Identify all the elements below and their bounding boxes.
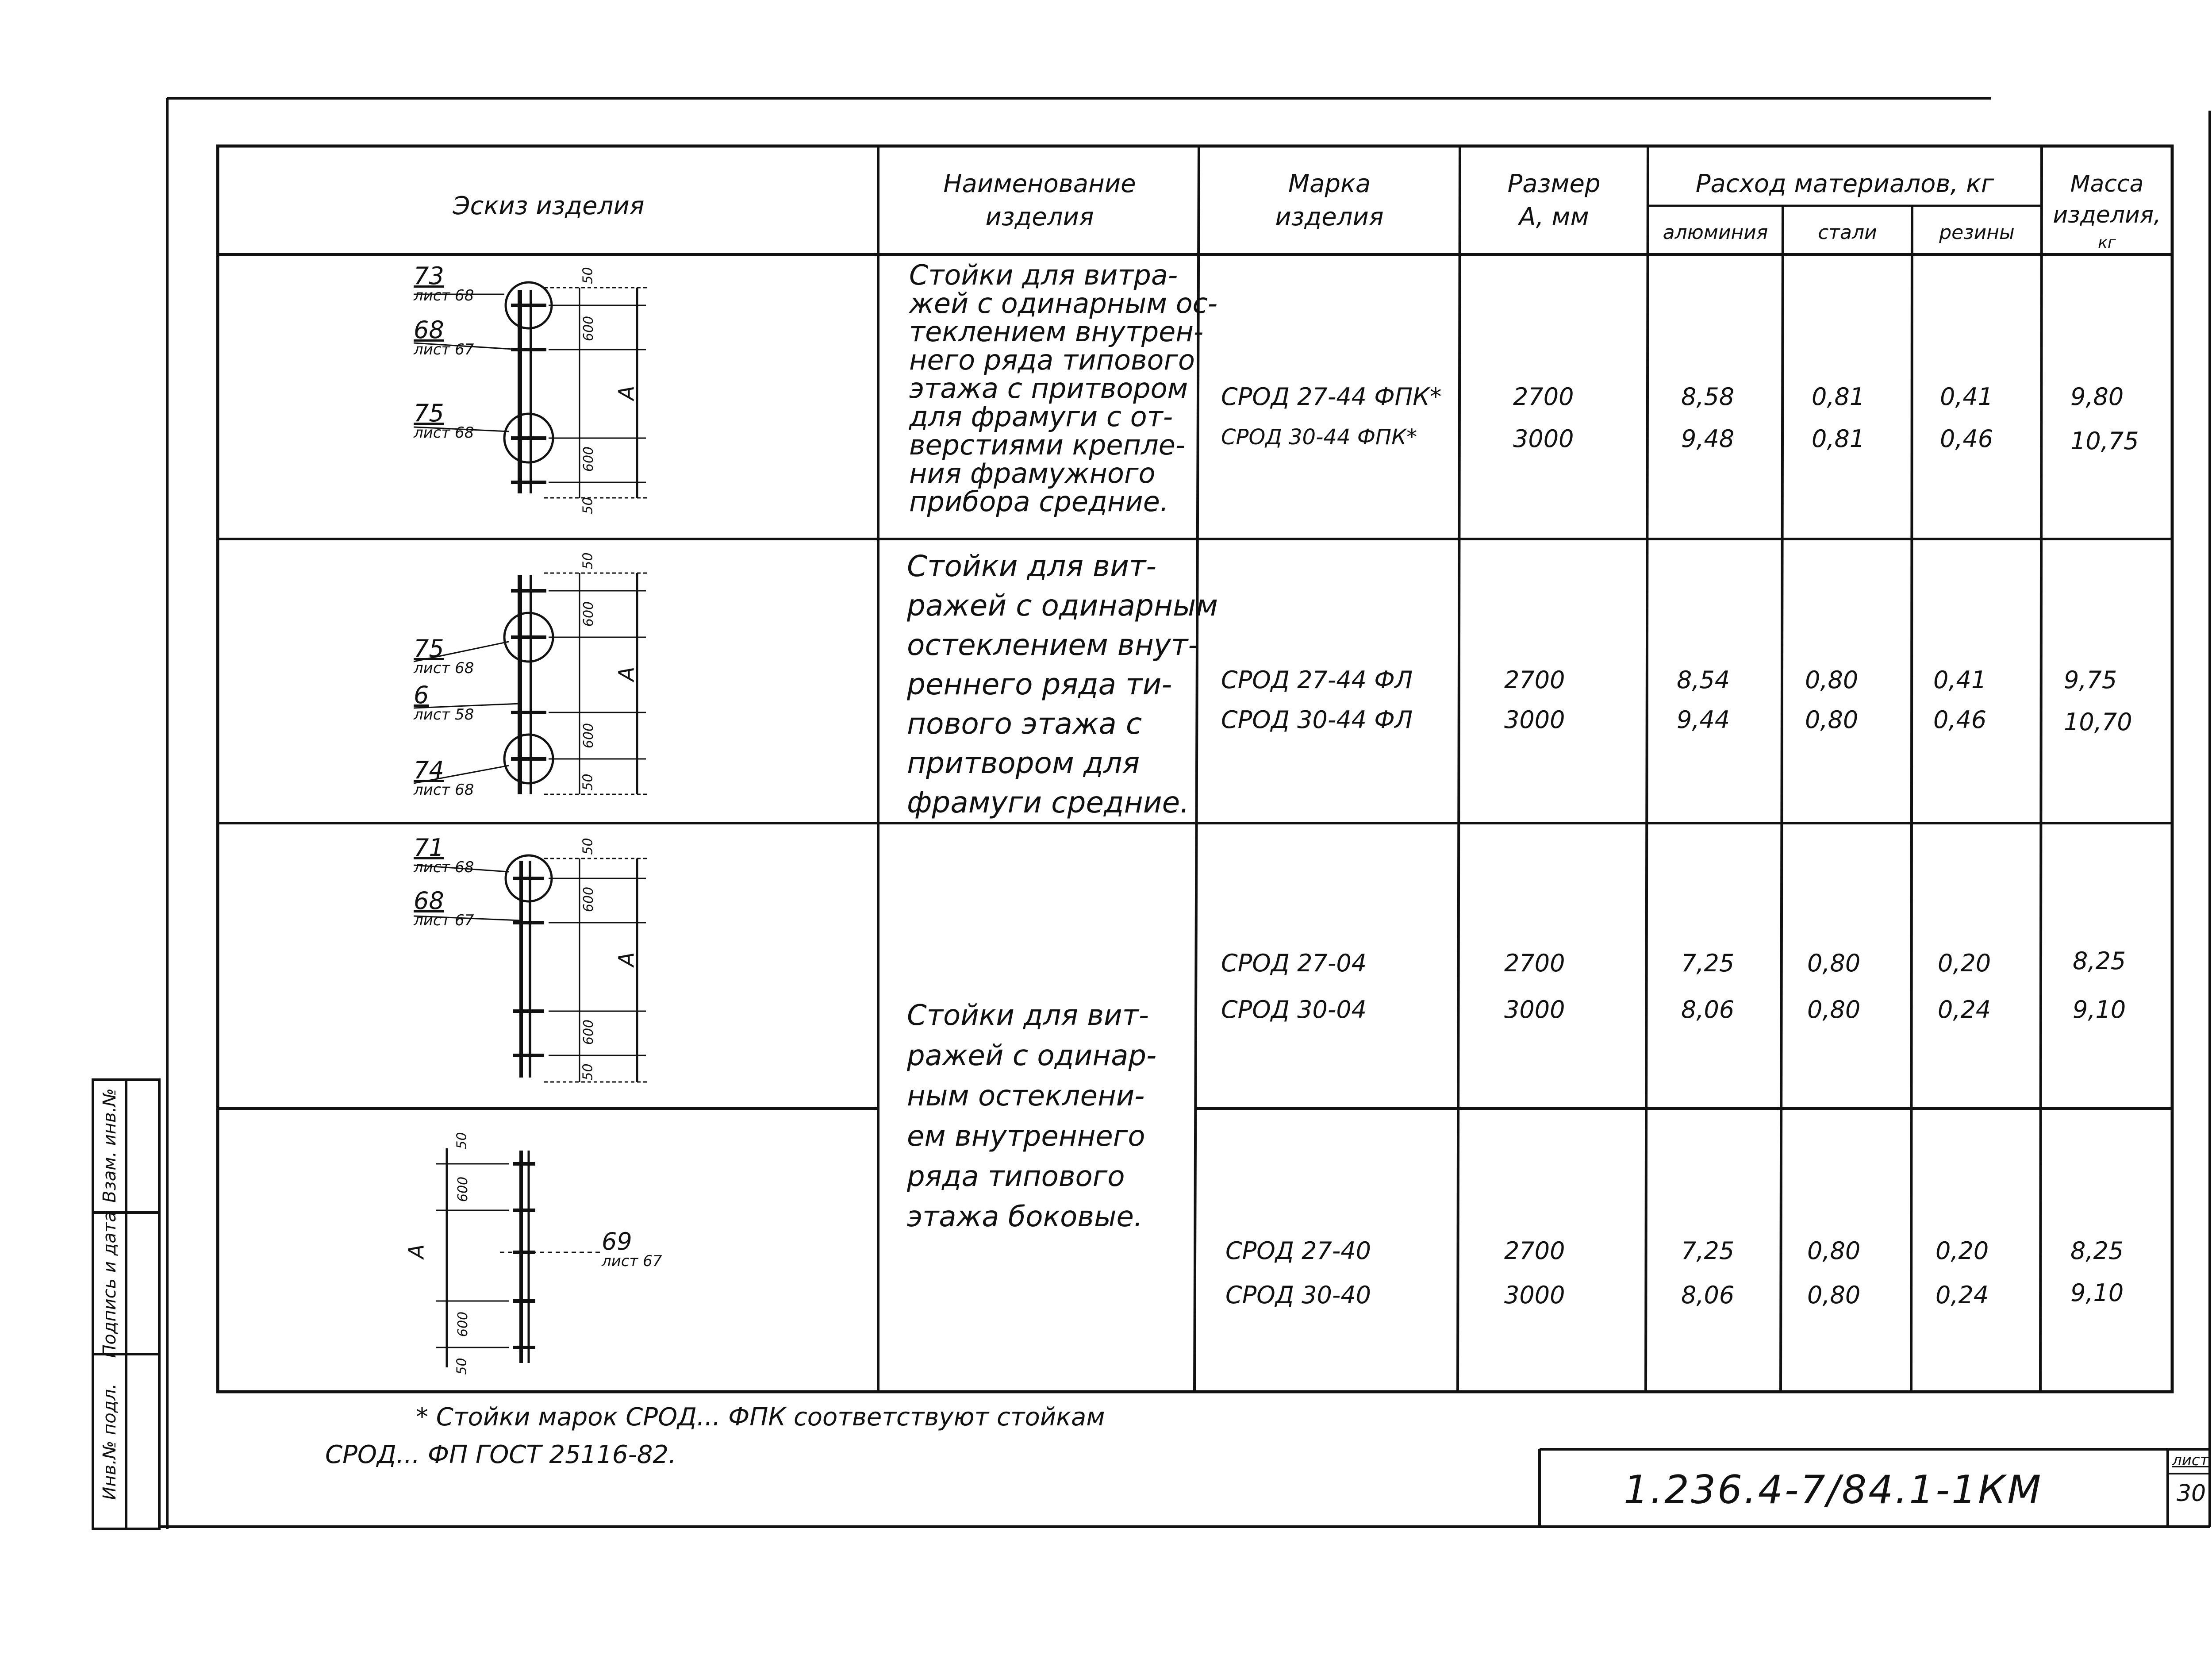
row1-mass-2: 10,75	[2070, 427, 2139, 455]
callout-sheet: лист 68	[414, 858, 474, 876]
row3-size-2: 3000	[1504, 996, 1565, 1024]
dim-50: 50	[580, 1063, 596, 1081]
row4-st-1: 0,80	[1807, 1237, 1861, 1265]
callout-sheet: лист 68	[414, 287, 474, 304]
row2-name	[907, 547, 1218, 822]
row4-rub-1: 0,20	[1936, 1237, 1989, 1265]
row1-name-line: этажа с притвором	[909, 372, 1188, 404]
row2-al-2: 9,44	[1677, 706, 1730, 734]
row2-al-1: 8,54	[1677, 666, 1730, 694]
row2-name-line: реннего ряда ти-	[907, 667, 1172, 701]
callout-number: 73	[414, 262, 444, 290]
callout-number: 71	[414, 834, 444, 862]
header-aluminum: алюминия	[1663, 221, 1768, 244]
row1-st-2: 0,81	[1812, 425, 1865, 453]
row1-name-line: верстиями крепле-	[909, 429, 1186, 461]
row2-size-2: 3000	[1504, 706, 1565, 734]
row3-st-2: 0,80	[1807, 996, 1861, 1024]
row4-st-2: 0,80	[1807, 1281, 1861, 1309]
callout	[414, 889, 474, 928]
row1-name-line: ния фрамужного	[909, 457, 1156, 489]
row4-size-1: 2700	[1504, 1237, 1565, 1265]
row4-al-1: 7,25	[1681, 1237, 1735, 1265]
row4-al-2: 8,06	[1681, 1281, 1735, 1309]
callout	[414, 316, 474, 358]
margin-vzam: Взам. инв.№	[100, 1088, 120, 1203]
row2-name-line: ражей с одинарным	[907, 589, 1218, 623]
row1-name-line: для фрамуги с от-	[909, 400, 1173, 433]
dim-600: 600	[455, 1176, 471, 1202]
row2-name-line: пового этажа с	[907, 707, 1142, 741]
footnote-line2: СРОД... ФП ГОСТ 25116-82.	[325, 1440, 676, 1469]
callout-number: 68	[414, 887, 444, 915]
row2-st-1: 0,80	[1805, 666, 1859, 694]
row2-mark-1: СРОД 27-44 ФЛ	[1221, 666, 1413, 694]
row4-mass-2: 9,10	[2070, 1279, 2124, 1307]
row1-name-line: прибора средние.	[909, 485, 1169, 518]
row3-rub-2: 0,24	[1938, 996, 1991, 1024]
row1-mass-1: 9,80	[2070, 383, 2124, 411]
row1-name-line: жей с одинарным ос-	[909, 287, 1218, 319]
rows34-name-line: этажа боковые.	[907, 1201, 1143, 1233]
row2-name-line: притвором для	[907, 746, 1140, 780]
callout	[602, 1230, 662, 1269]
drawing-designation: 1.236.4-7/84.1-1КМ	[1624, 1467, 2043, 1513]
header-consumption: Расход материалов, кг	[1695, 169, 1994, 198]
header-mass-line3: кг	[2098, 234, 2116, 252]
rows34-name-line: ем внутреннего	[907, 1120, 1145, 1153]
row1-size-1: 2700	[1513, 383, 1574, 411]
callout-sheet: лист 68	[414, 659, 474, 677]
row1-name-line: Стойки для витра-	[909, 259, 1178, 291]
header-rubber: резины	[1939, 221, 2015, 244]
header-mass-line2: изделия,	[2053, 202, 2161, 228]
dim-a: А	[614, 385, 639, 400]
row3-st-1: 0,80	[1807, 949, 1861, 977]
callout-sheet: лист 67	[414, 912, 474, 929]
rows34-name-line: ряда типового	[907, 1160, 1125, 1193]
dim-a: А	[404, 1244, 429, 1259]
row2-mass-2: 10,70	[2064, 708, 2132, 736]
row3-mass-1: 8,25	[2073, 947, 2126, 975]
footnote-line1: * Стойки марок СРОД... ФПК соответствуют стойкам	[416, 1403, 1105, 1432]
row2-name-line: Стойки для вит-	[907, 549, 1157, 583]
row2-st-2: 0,80	[1805, 706, 1859, 734]
row1-name-line: теклением внутрен-	[909, 316, 1204, 348]
dim-600: 600	[455, 1311, 471, 1337]
dim-600: 600	[581, 1019, 597, 1045]
rows34-name	[907, 996, 1156, 1237]
dim-600: 600	[581, 601, 597, 627]
rows34-name-line: ным остеклени-	[907, 1080, 1145, 1112]
row1-rub-2: 0,46	[1940, 425, 1993, 453]
dim-50: 50	[454, 1358, 470, 1375]
callout	[414, 681, 474, 724]
dim-50: 50	[580, 552, 596, 570]
rows34-name-line: ражей с одинар-	[907, 1039, 1157, 1072]
row4-mark-2: СРОД 30-40	[1225, 1281, 1371, 1309]
header-size-line1: Размер	[1507, 169, 1601, 198]
callout	[414, 399, 474, 442]
row4-mass-1: 8,25	[2070, 1237, 2124, 1265]
sheet-number: 30	[2177, 1480, 2206, 1507]
row1-size-2: 3000	[1513, 425, 1574, 453]
margin-podpis: Подпись и дата	[100, 1211, 120, 1358]
row3-al-1: 7,25	[1681, 949, 1735, 977]
dim-a: А	[614, 666, 639, 681]
row2-name-line: остеклением внут-	[907, 628, 1199, 662]
dim-50: 50	[580, 497, 596, 514]
row2-mass-1: 9,75	[2064, 666, 2117, 694]
callout-sheet: лист 67	[414, 341, 474, 358]
callout	[414, 836, 474, 875]
row3-mark-1: СРОД 27-04	[1221, 949, 1367, 977]
callout-sheet: лист 67	[602, 1252, 662, 1270]
dim-600: 600	[581, 446, 597, 472]
row1-mark-2: СРОД 30-44 ФПК*	[1221, 425, 1417, 450]
row3-size-1: 2700	[1504, 949, 1565, 977]
callout-number: 75	[414, 635, 444, 662]
dim-600: 600	[581, 723, 597, 749]
row1-name	[909, 261, 1217, 516]
row3-rub-1: 0,20	[1938, 949, 1991, 977]
callout-sheet: лист 68	[414, 781, 474, 799]
row1-rub-1: 0,41	[1940, 383, 1993, 411]
row3-mark-2: СРОД 30-04	[1221, 996, 1367, 1024]
dim-600: 600	[581, 886, 597, 912]
header-mark-line2: изделия	[1275, 203, 1384, 231]
row1-al-1: 8,58	[1681, 383, 1735, 411]
callout-number: 75	[414, 399, 444, 427]
row1-st-1: 0,81	[1812, 383, 1865, 411]
header-sketch: Эскиз изделия	[453, 192, 645, 220]
row1-mark-1: СРОД 27-44 ФПК*	[1221, 383, 1442, 411]
margin-inv-podl: Инв.№ подл.	[100, 1383, 120, 1500]
callout-sheet: лист 68	[414, 424, 474, 442]
header-mark-line1: Марка	[1288, 169, 1371, 198]
row1-al-2: 9,48	[1681, 425, 1735, 453]
dim-600: 600	[581, 316, 597, 342]
callout-number: 69	[602, 1228, 632, 1255]
callout-number: 68	[414, 316, 444, 344]
dim-50: 50	[454, 1132, 470, 1149]
dim-50: 50	[580, 774, 596, 791]
row2-rub-1: 0,41	[1933, 666, 1987, 694]
header-name-line1: Наименование	[943, 169, 1136, 198]
header-steel: стали	[1818, 221, 1877, 244]
callout-sheet: лист 58	[414, 706, 474, 724]
header-mass-line1: Масса	[2070, 171, 2144, 197]
row1-name-line: него ряда типового	[909, 344, 1195, 376]
header-size-line2: А, мм	[1519, 203, 1589, 231]
row2-rub-2: 0,46	[1933, 706, 1987, 734]
row3-al-2: 8,06	[1681, 996, 1735, 1024]
callout	[414, 637, 474, 676]
row2-mark-2: СРОД 30-44 ФЛ	[1221, 706, 1413, 734]
rows34-name-line: Стойки для вит-	[907, 999, 1149, 1032]
sheet-label: лист	[2172, 1451, 2209, 1469]
row2-size-1: 2700	[1504, 666, 1565, 694]
header-name-line2: изделия	[985, 203, 1094, 231]
row4-rub-2: 0,24	[1936, 1281, 1989, 1309]
row4-mark-1: СРОД 27-40	[1225, 1237, 1371, 1265]
callout	[414, 756, 474, 799]
callout	[414, 262, 474, 304]
dim-a: А	[614, 952, 639, 967]
callout-number: 6	[414, 681, 429, 709]
row4-size-2: 3000	[1504, 1281, 1565, 1309]
dim-50: 50	[580, 838, 596, 855]
row2-name-line: фрамуги средние.	[907, 785, 1190, 820]
callout-number: 74	[414, 756, 444, 784]
sketch-1	[414, 282, 648, 498]
dim-50: 50	[580, 267, 596, 284]
row3-mass-2: 9,10	[2073, 996, 2126, 1024]
